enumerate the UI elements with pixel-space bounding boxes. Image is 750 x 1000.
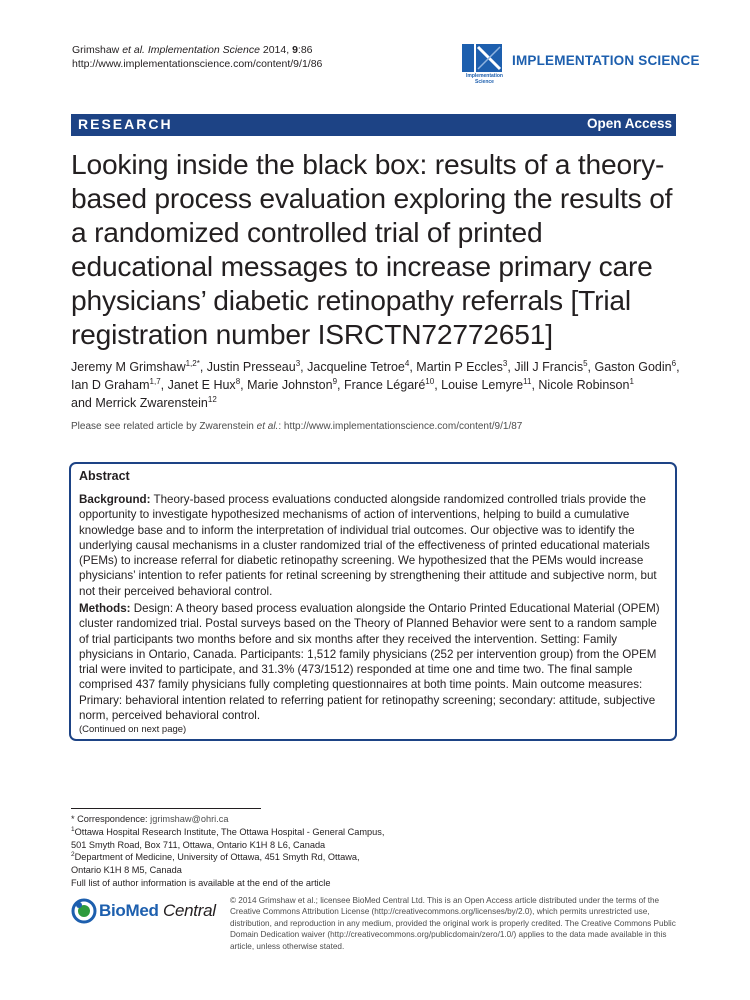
- author-name: France Légaré: [343, 378, 426, 392]
- related-article-note: Please see related article by Zwarenstein et al.: http://www.implementationscience.com/content/9/1/87: [71, 421, 523, 432]
- author-affiliation: 3: [502, 358, 508, 368]
- citation-volume: 9: [292, 44, 298, 56]
- author-affiliation: 1,7: [149, 376, 161, 386]
- abstract-heading: Abstract: [79, 469, 130, 483]
- author-affiliation: 5: [583, 358, 588, 368]
- author-name: Janet E Hux: [167, 378, 236, 392]
- author-name: Merrick Zwarenstein: [95, 396, 208, 410]
- author-list: Jeremy M Grimshaw$^{1,2*}$, Justin Presseau$^3$, Jacqueline Tetroe$^4$, Martin P Eccles$^3$, Jill J Francis$^5$, Gaston Godin$^6$, Ian D Graham$^{1,7}$, Janet E Hux$^8$, Marie Johnston$^9$, France Légaré$^{10}$, Louise Lemyre$^{11}$, Nicole Robinson$^1$ and Merrick Zwarenstein$^{12}$: [71, 358, 680, 410]
- author-name: Jacqueline Tetroe: [307, 360, 405, 374]
- article-title: Looking inside the black box: results of a theory-based process evaluation exploring the results of a randomized controlled trial of printed educational messages to increase primary care physicians’ diabetic retinopathy referrals [Trial registration number ISRCTN72772651]: [71, 148, 673, 350]
- author-affiliation: 8: [235, 376, 241, 386]
- journal-logo-name: IMPLEMENTATION SCIENCE: [512, 53, 700, 68]
- author-name: Louise Lemyre: [441, 378, 524, 392]
- full-author-info-note: Full list of author information is available at the end of the article: [71, 877, 331, 888]
- citation-etal: et al.: [122, 44, 145, 56]
- journal-logo-sub: Implementation Science: [466, 73, 503, 85]
- author-affiliation: 12: [207, 394, 217, 404]
- author-name: Jill J Francis: [514, 360, 584, 374]
- author-name: Nicole Robinson: [538, 378, 630, 392]
- author-name: Justin Presseau: [206, 360, 296, 374]
- author-affiliation: 11: [523, 376, 532, 386]
- citation-author: Grimshaw: [72, 44, 123, 56]
- authors-and: and: [71, 396, 96, 410]
- methods-label: Methods:: [79, 602, 131, 615]
- methods-text: Design: A theory based process evaluation alongside the Ontario Printed Educational Material (OPEM) cluster randomized trial. Postal surveys based on the Theory of Planned Behavior were sent to a random sample of trial participants two months before and six months after they received the intervention. Setting: Family physicians in Ontario, Canada. Participants: 1,512 family physicians (252 per intervention group) from the OPEM trial were invited to participate, and 31.3% (473/1512) responded at time one and time two. The final sample comprised 437 family physicians fully completing questionnaires at both time points. Main outcome measures: Primary: behavioral intention related to referring patient for retinopathy screening; secondary: attitude, subjective norm, perceived behavioral control.: [79, 602, 660, 723]
- background-label: Background:: [79, 493, 151, 506]
- correspondence: * Correspondence: jgrimshaw@ohri.ca: [71, 814, 229, 824]
- publisher-logo: [71, 895, 221, 929]
- abstract-background: [79, 492, 669, 599]
- continued-note: (Continued on next page): [79, 724, 187, 735]
- journal-logo-icon: [462, 44, 502, 72]
- abstract-methods: [79, 601, 669, 723]
- affiliation-2-line2: Ontario K1H 8 M5, Canada: [71, 865, 182, 876]
- citation-url[interactable]: http://www.implementationscience.com/content/9/1/86: [72, 58, 323, 70]
- citation-journal: Implementation Science: [144, 44, 260, 56]
- author-affiliation: 9: [332, 376, 338, 386]
- open-access-label: Open Access: [586, 116, 672, 131]
- author-affiliation: 1: [629, 376, 634, 386]
- affiliation-1: $^1$Ottawa Hospital Research Institute, The Ottawa Hospital - General Campus,: [71, 825, 385, 837]
- author-affiliation: 1,2*: [185, 358, 200, 368]
- citation-header: [72, 43, 322, 71]
- citation-article: :86: [297, 44, 313, 56]
- footnotes: [71, 813, 401, 890]
- background-text: Theory-based process evaluations conducted alongside randomized controlled trials provide the opportunity to investigate hypothesized mechanisms of action of interventions, helping to build a cumulative knowledge base and to inform the interpretation of individual trial outcomes. Our objective was to identify the underlying causal mechanisms in a cluster randomized trial of the effectiveness of printed educational materials (PEMs) to increase referral for diabetic retinopathy screening. We hypothesized that the PEMs would increase physicians’ intention to refer patients for retinal screening by strengthening their attitude and subjective norm, but not their perceived behavioral control.: [79, 493, 657, 598]
- author-affiliation: 3: [295, 358, 301, 368]
- author-name: Jeremy M Grimshaw: [71, 360, 186, 374]
- journal-logo: [462, 44, 700, 88]
- affiliation-2: $^2$Department of Medicine, University of Ottawa, 451 Smyth Rd, Ottawa,: [71, 851, 360, 863]
- author-affiliation: 6: [671, 358, 677, 368]
- license-text: © 2014 Grimshaw et al.; licensee BioMed Central Ltd. This is an Open Access article distributed under the terms of the Creative Commons Attribution License (http://creativecommons.org/licenses/by/2.0), which permits unrestricted use, distribution, and reproduction in any medium, provided the original work is properly credited. The Creative Commons Public Domain Dedication waiver (http://creativecommons.org/publicdomain/zero/1.0/) applies to the data made available in this article, unless otherwise stated.: [230, 896, 676, 951]
- footnote-divider: [71, 808, 261, 809]
- biomed-central-icon: [71, 897, 97, 925]
- affiliation-1-line2: 501 Smyth Road, Box 711, Ottawa, Ontario K1H 8 L6, Canada: [71, 839, 326, 850]
- correspondence-email[interactable]: jgrimshaw@ohri.ca: [150, 814, 229, 824]
- author-name: Gaston Godin: [594, 360, 672, 374]
- related-article-link[interactable]: : http://www.implementationscience.com/content/9/1/87: [278, 421, 523, 432]
- author-name: Ian D Graham: [71, 378, 150, 392]
- publisher-name: BioMed Central: [99, 901, 216, 920]
- article-type-label: RESEARCH: [78, 116, 173, 132]
- article-type-banner: [71, 114, 676, 136]
- author-name: Martin P Eccles: [416, 360, 503, 374]
- author-name: Marie Johnston: [247, 378, 333, 392]
- citation-line: [72, 43, 322, 57]
- citation-year: 2014,: [259, 44, 293, 56]
- author-affiliation: 4: [404, 358, 410, 368]
- author-affiliation: 10: [425, 376, 435, 386]
